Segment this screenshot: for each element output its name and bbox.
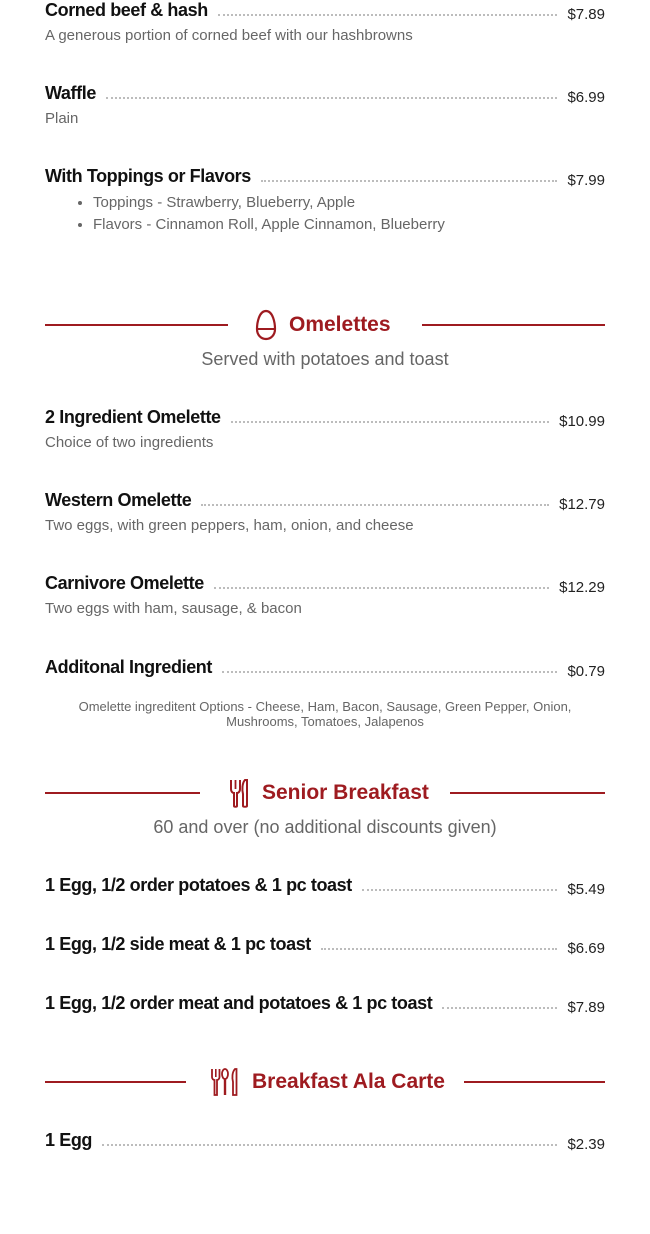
section-header-omelettes — [45, 308, 605, 342]
item-description: A generous portion of corned beef with our hashbrowns — [45, 27, 413, 44]
dot-leader — [442, 1007, 557, 1009]
item-price: $10.99 — [559, 413, 605, 430]
section-header-senior-breakfast — [45, 776, 605, 810]
item-price: $0.79 — [567, 663, 605, 680]
item-price: $7.89 — [567, 999, 605, 1016]
item-description: Plain — [45, 110, 79, 127]
egg-icon — [255, 309, 277, 341]
section-title: Omelettes — [289, 313, 391, 336]
dot-leader — [214, 587, 549, 589]
section-subtitle: Served with potatoes and toast — [201, 349, 449, 369]
dot-leader — [218, 14, 558, 16]
item-name: Waffle — [45, 83, 96, 103]
item-description: Choice of two ingredients — [45, 434, 214, 451]
section-divider — [45, 324, 228, 326]
section-title: Senior Breakfast — [262, 781, 429, 804]
menu-item — [45, 657, 605, 678]
menu-item — [45, 407, 605, 451]
options-note: Omelette ingreditent Options - Cheese, Ham, Bacon, Sausage, Green Pepper, Onion, Mushrooms, Tomatoes, Jalapenos — [78, 699, 572, 729]
dot-leader — [106, 97, 558, 99]
section-divider — [422, 324, 605, 326]
item-name: Carnivore Omelette — [45, 573, 204, 593]
dot-leader — [102, 1144, 557, 1146]
item-price: $7.99 — [567, 172, 605, 189]
list-item: • Flavors - Cinnamon Roll, Apple Cinnamon, Blueberry — [93, 214, 605, 236]
fork-knife-icon — [228, 777, 250, 809]
menu-item — [45, 573, 605, 617]
item-price: $12.29 — [559, 579, 605, 596]
item-price: $12.79 — [559, 496, 605, 513]
section-divider — [450, 792, 605, 794]
dot-leader — [201, 504, 549, 506]
section-header-ala-carte — [45, 1065, 605, 1099]
dot-leader — [261, 180, 558, 182]
menu-item — [45, 166, 605, 236]
item-name: Corned beef & hash — [45, 0, 208, 20]
item-price: $7.89 — [567, 6, 605, 23]
menu-item — [45, 83, 605, 127]
menu-item — [45, 993, 605, 1014]
item-price: $6.99 — [567, 89, 605, 106]
menu-item — [45, 1130, 605, 1151]
item-name: 1 Egg, 1/2 order meat and potatoes & 1 pc toast — [45, 993, 433, 1013]
item-description: Two eggs with ham, sausage, & bacon — [45, 600, 302, 617]
section-divider — [45, 1081, 186, 1083]
section-divider — [464, 1081, 605, 1083]
menu-item — [45, 875, 605, 896]
item-price: $2.39 — [567, 1136, 605, 1153]
item-name: Additonal Ingredient — [45, 657, 212, 677]
utensils-icon — [210, 1066, 240, 1098]
item-options-list — [45, 192, 605, 236]
item-description: Two eggs, with green peppers, ham, onion, and cheese — [45, 517, 414, 534]
menu-item — [45, 0, 605, 44]
section-subtitle: 60 and over (no additional discounts given) — [153, 817, 497, 837]
item-name: Western Omelette — [45, 490, 192, 510]
section-title: Breakfast Ala Carte — [252, 1070, 445, 1093]
dot-leader — [231, 421, 549, 423]
item-name: With Toppings or Flavors — [45, 166, 251, 186]
item-name: 1 Egg, 1/2 side meat & 1 pc toast — [45, 934, 311, 954]
dot-leader — [362, 889, 558, 891]
menu-item — [45, 490, 605, 534]
list-item: • Toppings - Strawberry, Blueberry, Apple — [93, 192, 605, 214]
item-name: 1 Egg — [45, 1130, 93, 1150]
menu-item — [45, 934, 605, 955]
section-divider — [45, 792, 200, 794]
item-name: 1 Egg, 1/2 order potatoes & 1 pc toast — [45, 875, 352, 895]
item-name: 2 Ingredient Omelette — [45, 407, 221, 427]
item-price: $5.49 — [567, 881, 605, 898]
dot-leader — [321, 948, 558, 950]
dot-leader — [222, 671, 557, 673]
item-price: $6.69 — [567, 940, 605, 957]
